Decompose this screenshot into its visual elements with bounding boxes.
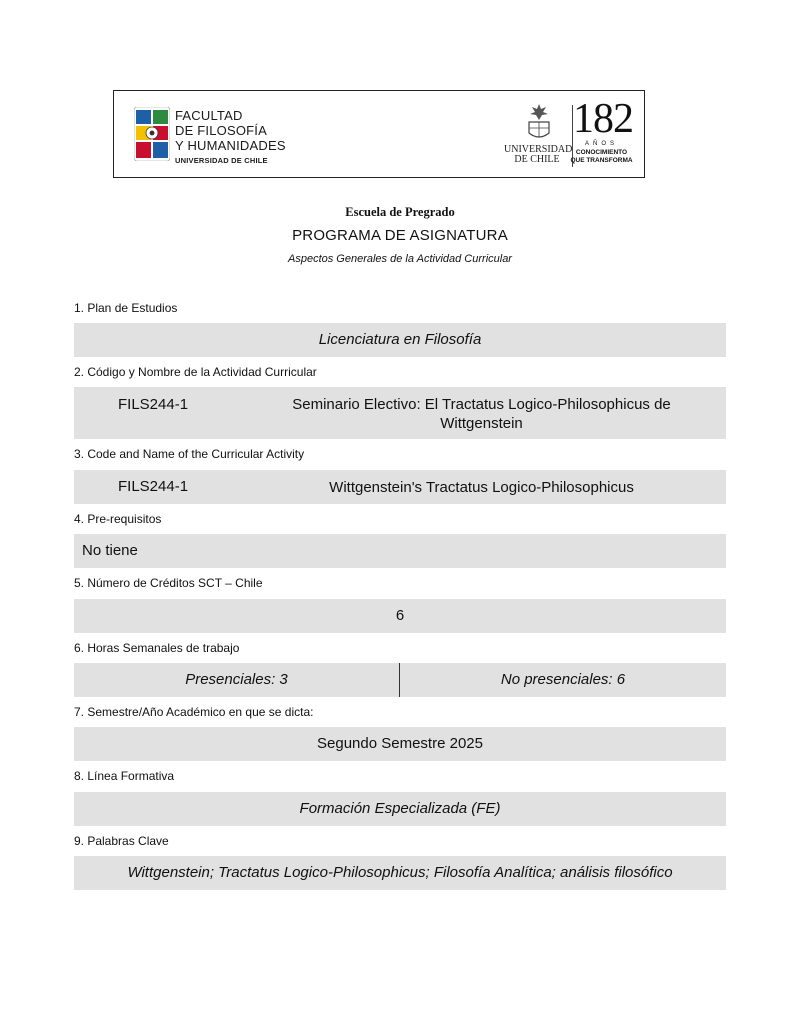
page-title: PROGRAMA DE ASIGNATURA <box>292 227 508 244</box>
anniversary-tagline-1: CONOCIMIENTO <box>575 149 628 156</box>
anniversary-tagline <box>570 149 633 165</box>
university-name <box>504 144 573 165</box>
anniversary-years: AÑOS <box>584 141 618 147</box>
keywords-label: 9. Palabras Clave <box>74 834 169 848</box>
hours-label: 6. Horas Semanales de trabajo <box>74 641 240 655</box>
anniversary-number: 182 <box>573 96 633 142</box>
university-seal-icon <box>526 103 552 141</box>
code-name-en-field <box>74 470 726 504</box>
hours-non-presential: No presenciales: 6 <box>500 671 626 688</box>
formative-line-field <box>74 792 726 826</box>
header-banner <box>113 90 645 178</box>
faculty-line-2: DE FILOSOFÍA <box>175 123 267 138</box>
course-code-en: FILS244-1 <box>118 478 189 495</box>
keywords-value: Wittgenstein; Tractatus Logico-Philosophicus; Filosofía Analítica; análisis filosófico <box>127 864 673 881</box>
plan-label: 1. Plan de Estudios <box>74 301 178 315</box>
plan-field <box>74 323 726 357</box>
faculty-name <box>175 108 286 165</box>
course-name-es: Seminario Electivo: El Tractatus Logico-Philosophicus de Wittgenstein <box>292 396 671 432</box>
formative-line-label: 8. Línea Formativa <box>74 769 175 783</box>
university-line-2: DE CHILE <box>514 154 560 165</box>
code-name-es-label: 2. Código y Nombre de la Actividad Curricular <box>74 365 317 379</box>
code-name-en-label: 3. Code and Name of the Curricular Activity <box>74 447 305 461</box>
code-name-es-field <box>74 387 726 439</box>
anniversary-tagline-2: QUE TRANSFORMA <box>570 157 633 164</box>
prereq-field <box>74 534 726 568</box>
hours-field <box>74 663 726 697</box>
keywords-field <box>74 856 726 890</box>
page-subtitle: Aspectos Generales de la Actividad Curricular <box>288 253 512 265</box>
credits-label: 5. Número de Créditos SCT – Chile <box>74 576 263 590</box>
faculty-university: UNIVERSIDAD DE CHILE <box>175 156 268 165</box>
formative-line-value: Formación Especializada (FE) <box>299 800 501 817</box>
prereq-value: No tiene <box>82 542 138 559</box>
hours-presential: Presenciales: 3 <box>185 671 288 688</box>
plan-value: Licenciatura en Filosofía <box>318 331 482 348</box>
faculty-shield-logo-icon <box>134 107 170 161</box>
semester-value: Segundo Semestre 2025 <box>317 735 483 752</box>
course-code-es: FILS244-1 <box>118 396 189 413</box>
semester-field <box>74 727 726 761</box>
credits-value: 6 <box>395 607 405 624</box>
faculty-line-3: Y HUMANIDADES <box>175 138 286 153</box>
faculty-line-1: FACULTAD <box>175 108 243 123</box>
university-line-1: UNIVERSIDAD <box>504 144 573 155</box>
course-name-en: Wittgenstein's Tractatus Logico-Philosophicus <box>329 479 634 496</box>
credits-field <box>74 599 726 633</box>
school-name: Escuela de Pregrado <box>345 205 455 219</box>
prereq-label: 4. Pre-requisitos <box>74 512 162 526</box>
semester-label: 7. Semestre/Año Académico en que se dicta: <box>74 705 314 719</box>
